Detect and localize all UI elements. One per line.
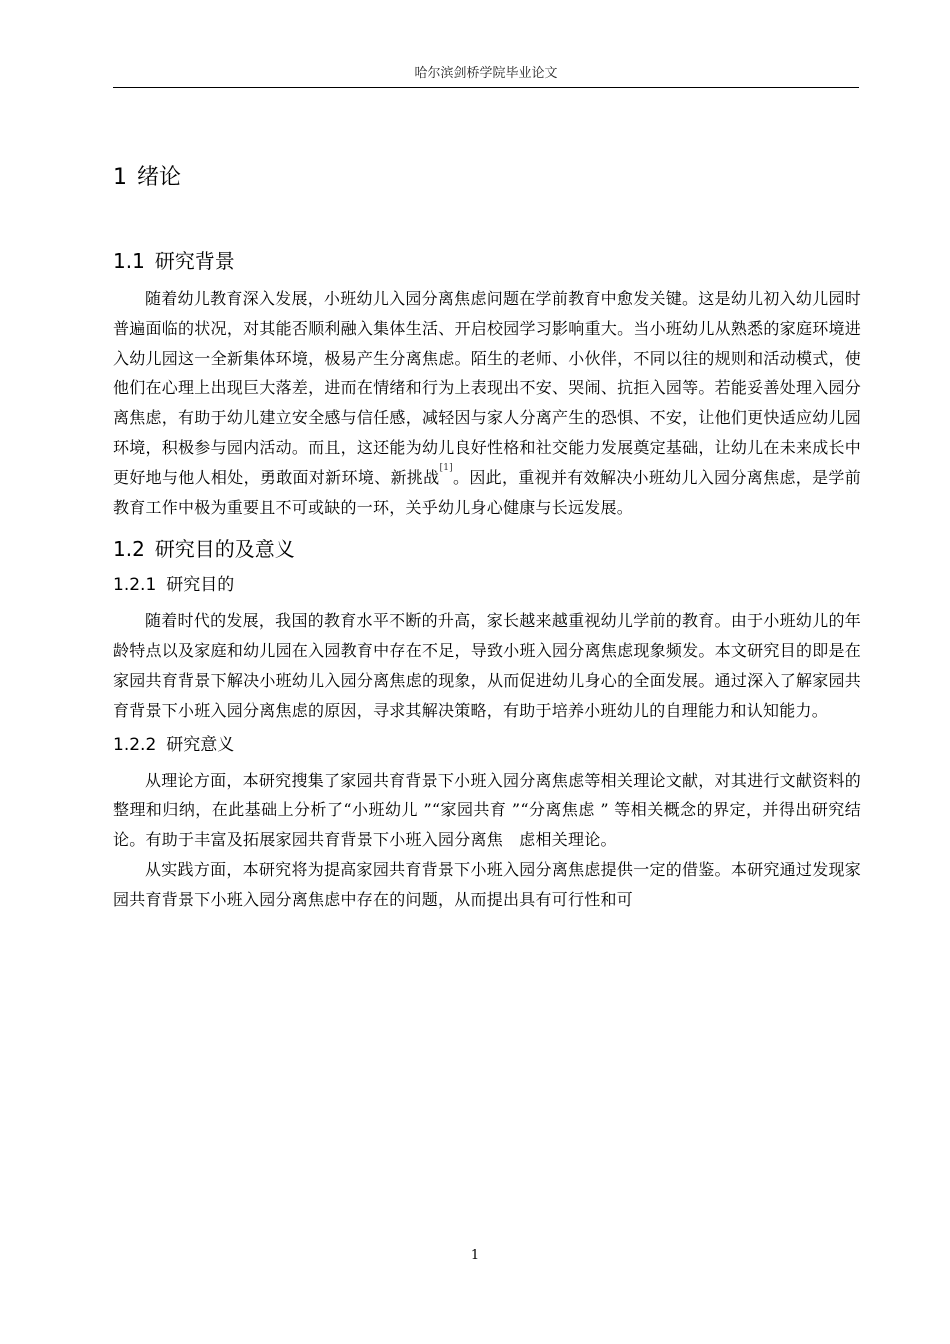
chapter-heading	[113, 162, 861, 194]
chapter-title: 绪论	[137, 165, 182, 190]
subsection-title: 研究目的	[166, 575, 235, 596]
subsection-number: 1.2.2	[113, 734, 157, 755]
subsection-title: 研究意义	[166, 734, 235, 755]
section-number: 1.2	[113, 537, 145, 562]
page-body	[113, 162, 861, 915]
paragraph-text: 。因此，重视并有效解决小班幼儿入园分离焦虑，是学前教育工作中极为重要且不可或缺的一环，关乎幼儿身心健康与长远发展。	[113, 467, 861, 517]
page-number: 1	[470, 1248, 480, 1263]
section-number: 1.1	[113, 249, 145, 273]
subsection-heading-1-2-2	[113, 732, 861, 758]
paragraph-practice: 从实践方面，本研究将为提高家园共育背景下小班入园分离焦虑提供一定的借鉴。本研究通过发现家园共育背景下小班入园分离焦虑中存在的问题，从而提出具有可行性和可	[113, 859, 861, 909]
paragraph-purpose: 随着时代的发展，我国的教育水平不断的升高，家长越来越重视幼儿学前的教育。由于小班幼儿的年龄特点以及家庭和幼儿园在入园教育中存在不足，导致小班入园分离焦虑现象频发。本文研究目的即是在家园共育背景下解决小班幼儿入园分离焦虑的现象，从而促进幼儿身心的全面发展。通过深入了解家园共育背景下小班入园分离焦虑的原因，寻求其解决策略，有助于培养小班幼儿的自理能力和认知能力。	[113, 611, 861, 720]
paragraph-background	[113, 284, 861, 522]
section-title: 研究背景	[154, 249, 235, 273]
section-heading-1-2	[113, 534, 861, 564]
subsection-number: 1.2.1	[113, 575, 157, 596]
section-title: 研究目的及意义	[154, 537, 295, 562]
header-rule	[113, 87, 859, 88]
citation-ref: [1]	[439, 462, 453, 473]
chapter-number: 1	[113, 165, 127, 190]
running-header: 哈尔滨剑桥学院毕业论文	[414, 66, 558, 81]
paragraph-theory: 从理论方面，本研究搜集了家园共育背景下小班入园分离焦虑等相关理论文献，对其进行文献资料的整理和归纳，在此基础上分析了“小班幼儿 ”“家园共育 ”“分离焦虑 ” 等相关概念的界定，并得出研究结论。有助于丰富及拓展家园共育背景下小班入园分离焦 虑相关理论。	[113, 770, 861, 850]
subsection-heading-1-2-1	[113, 572, 861, 598]
section-heading-1-1	[113, 246, 861, 276]
paragraph-text: 随着幼儿教育深入发展，小班幼儿入园分离焦虑问题在学前教育中愈发关键。这是幼儿初入幼儿园时普遍面临的状况，对其能否顺利融入集体生活、开启校园学习影响重大。当小班幼儿从熟悉的家庭环境进入幼儿园这一全新集体环境，极易产生分离焦虑。陌生的老师、小伙伴，不同以往的规则和活动模式，使他们在心理上出现巨大落差，进而在情绪和行为上表现出不安、哭闹、抗拒入园等。若能妥善处理入园分离焦虑，有助于幼儿建立安全感与信任感，减轻因与家人分离产生的恐惧、不安，让他们更快适应幼儿园环境，积极参与园内活动。而且，这还能为幼儿良好性格和社交能力发展奠定基础，让幼儿在未来成长中更好地与他人相处，勇敢面对新环境、新挑战	[113, 289, 861, 487]
